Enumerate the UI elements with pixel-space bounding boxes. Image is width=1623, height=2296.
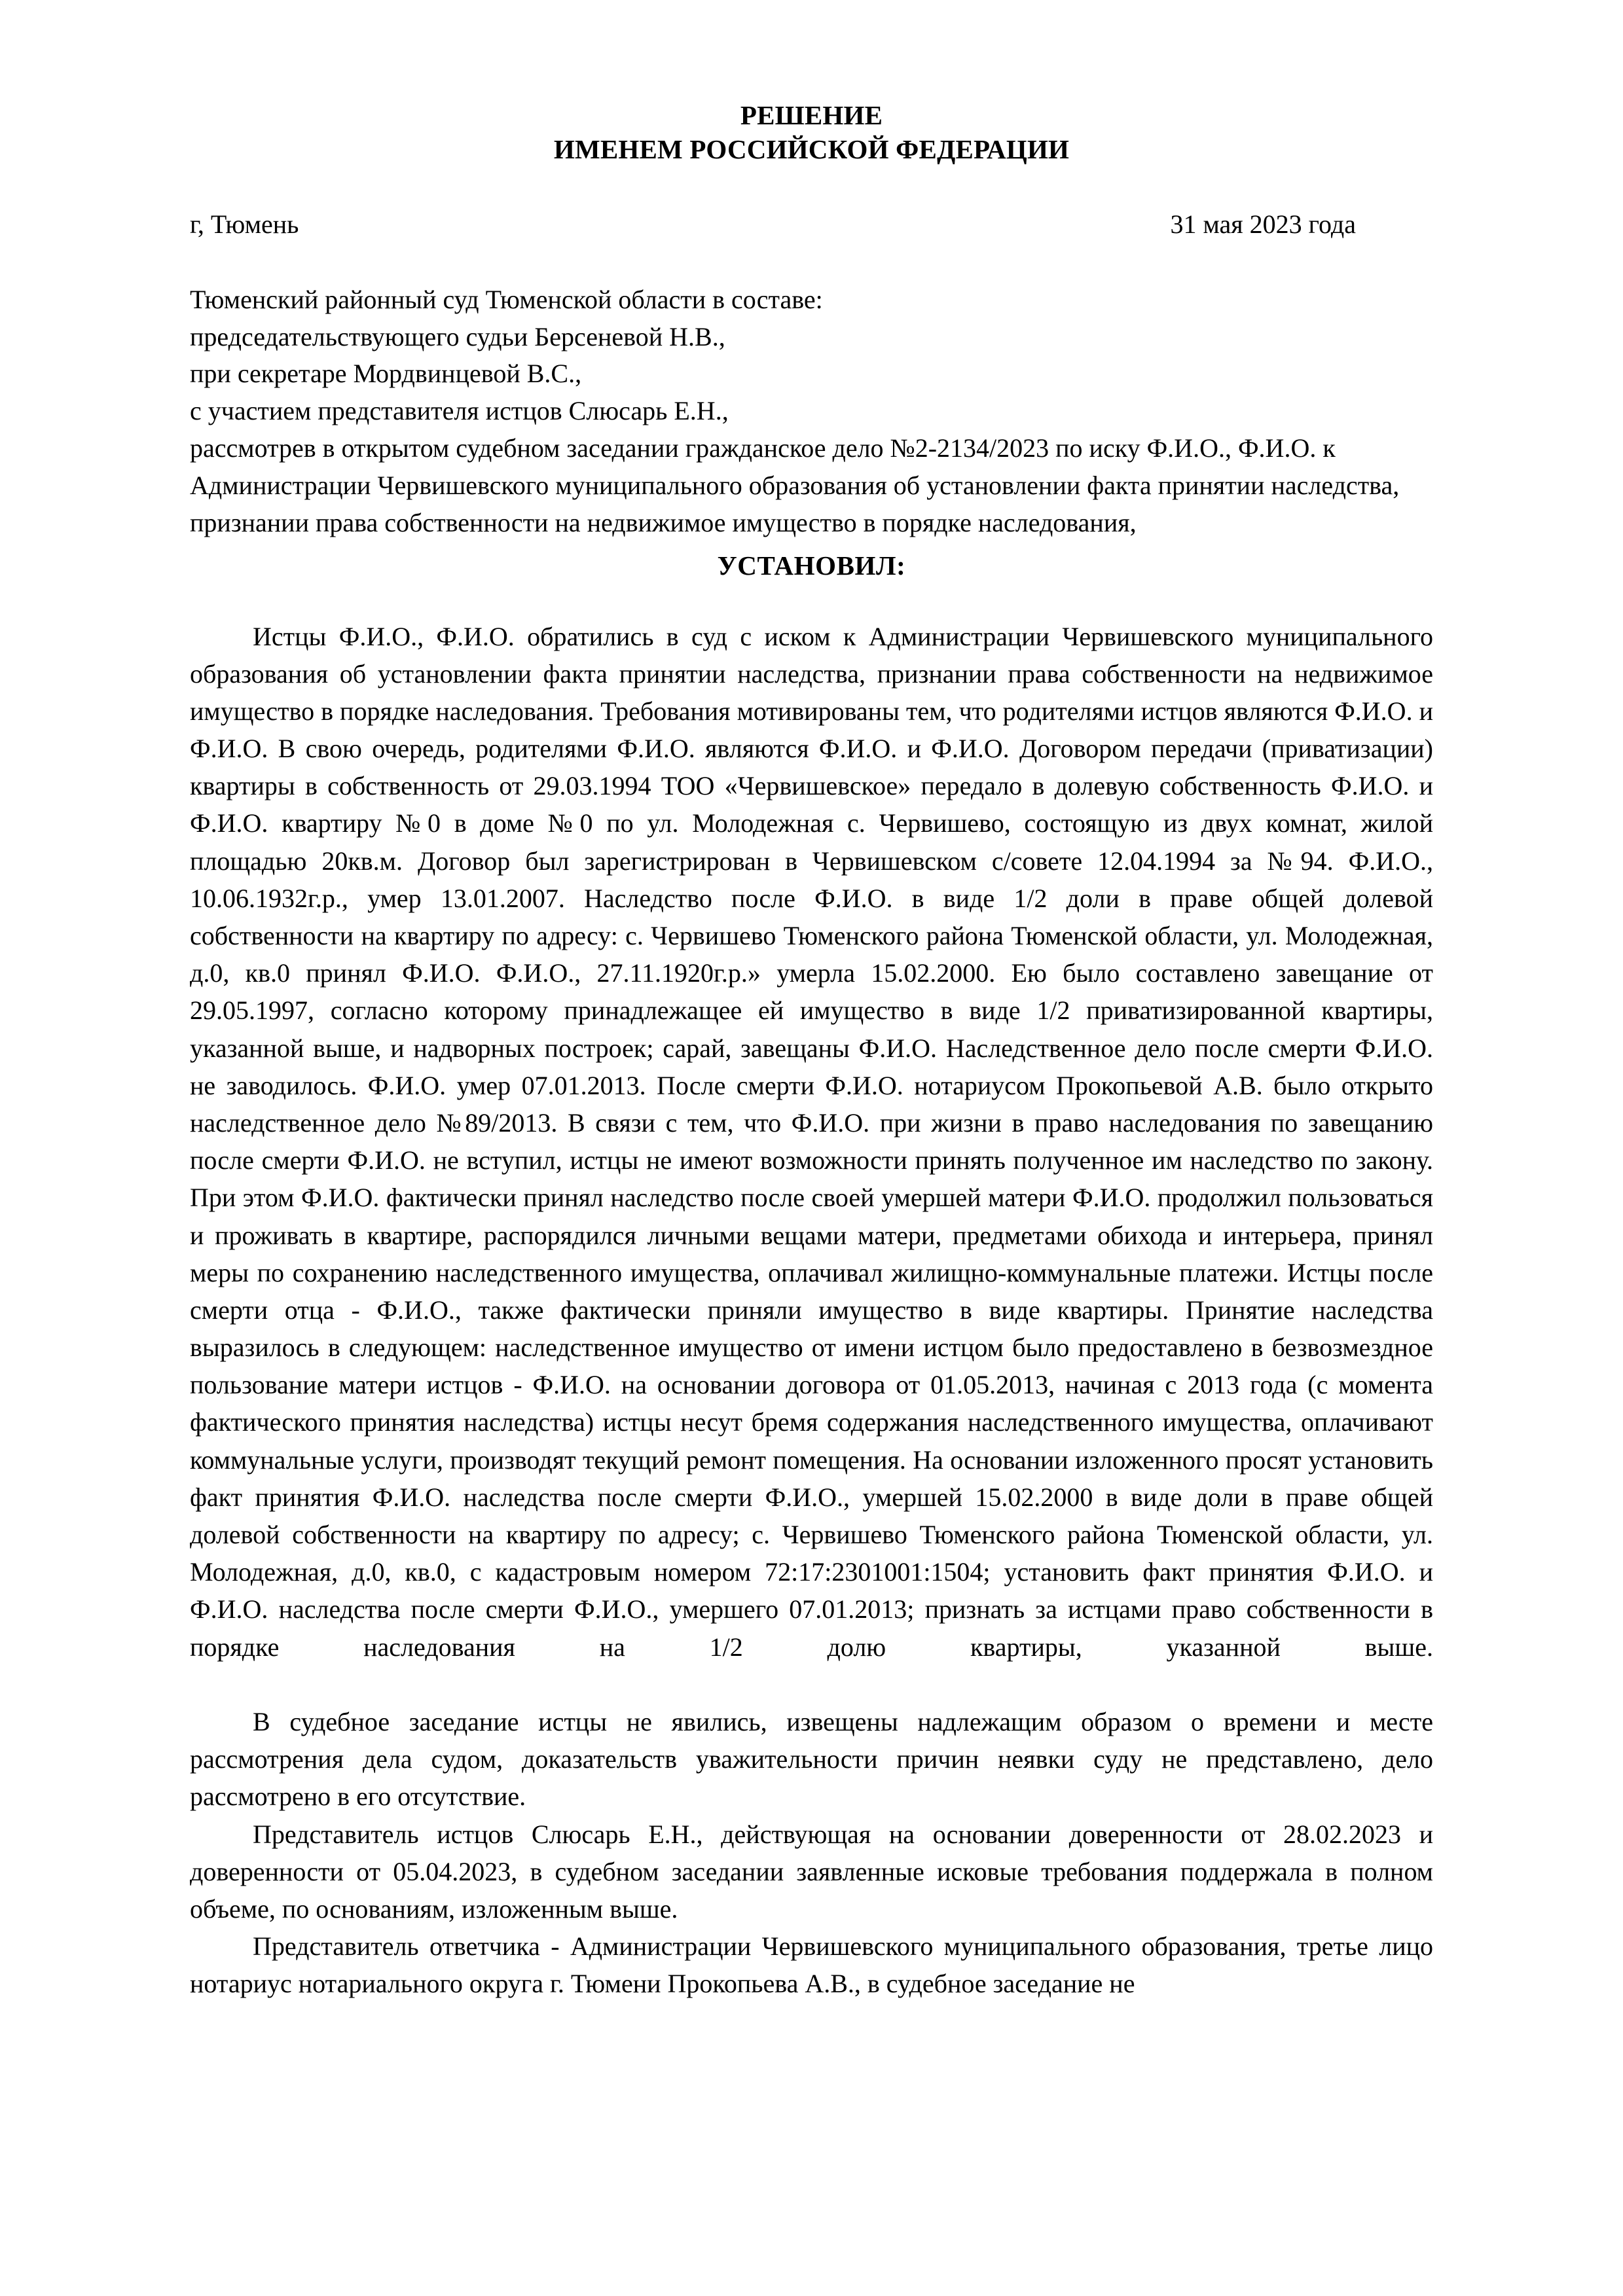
court-name-line: Тюменский районный суд Тюменской области в составе: [190, 284, 823, 314]
plaintiff-representative-line: с участием представителя истцов Слюсарь Е.Н., [190, 396, 729, 426]
document-body [190, 618, 1433, 2003]
case-description-line: рассмотрев в открытом судебном заседании гражданское дело №2-2134/2023 по иску Ф.И.О., Ф.И.О. к Администрации Червишевского муниципального образования об установлении факта принятии наследства, признании права собственности на недвижимое имущество в порядке наследования, [190, 433, 1400, 537]
body-paragraph-defendant-absent: Представитель ответчика - Администрации Червишевского муниципального образования, третье лицо нотариус нотариального округа г. Тюмени Прокопьева А.В., в судебное заседание не [190, 1931, 1433, 1999]
court-composition-block [190, 281, 1433, 542]
body-paragraph-representative-position: Представитель истцов Слюсарь Е.Н., действующая на основании доверенности от 28.02.2023 и доверенности от 05.04.2023, в судебном заседании заявленные исковые требования поддержала в полном объеме, по основаниям, изложенным выше. [190, 1819, 1433, 1924]
document-title-line-2: ИМЕНЕМ РОССИЙСКОЙ ФЕДЕРАЦИИ [553, 134, 1070, 165]
document-title-line-1: РЕШЕНИЕ [740, 100, 883, 130]
body-paragraph-claim-summary: Истцы Ф.И.О., Ф.И.О. обратились в суд с иском к Администрации Червишевского муниципального образования об установлении факта принятии наследства, признании права собственности на недвижимое имущество в порядке наследования. Требования мотивированы тем, что родителями истцов являются Ф.И.О. и Ф.И.О. В свою очередь, родителями Ф.И.О. являются Ф.И.О. и Ф.И.О. Договором передачи (приватизации) квартиры в собственность от 29.03.1994 ТОО «Червишевское» передало в долевую собственность Ф.И.О. и Ф.И.О. квартиру №0 в доме №0 по ул. Молодежная с. Червишево, состоящую из двух комнат, жилой площадью 20кв.м. Договор был зарегистрирован в Червишевском с/совете 12.04.1994 за №94. Ф.И.О., 10.06.1932г.р., умер 13.01.2007. Наследство после Ф.И.О. в виде 1/2 доли в праве общей долевой собственности на квартиру по адресу: с. Червишево Тюменского района Тюменской области, ул. Молодежная, д.0, кв.0 принял Ф.И.О. Ф.И.О., 27.11.1920г.р.» умерла 15.02.2000. Ею было составлено завещание от 29.05.1997, согласно которому принадлежащее ей имущество в виде 1/2 приватизированной квартиры, указанной выше, и надворных построек; сарай, завещаны Ф.И.О. Наследственное дело после смерти Ф.И.О. не заводилось. Ф.И.О. умер 07.01.2013. После смерти Ф.И.О. нотариусом Прокопьевой А.В. было открыто наследственное дело №89/2013. В связи с тем, что Ф.И.О. при жизни в право наследования по завещанию после смерти Ф.И.О. не вступил, истцы не имеют возможности принять полученное им наследство по закону. При этом Ф.И.О. фактически принял наследство после своей умершей матери Ф.И.О. продолжил пользоваться и проживать в квартире, распорядился личными вещами матери, предметами обихода и интерьера, принял меры по сохранению наследственного имущества, оплачивал жилищно-коммунальные платежи. Истцы после смерти отца - Ф.И.О., также фактически приняли имущество в виде квартиры. Принятие наследства выразилось в следующем: наследственное имущество от имени истцом было предоставлено в безвозмездное пользование матери истцов - Ф.И.О. на основании договора от 01.05.2013, начиная с 2013 года (с момента фактического принятия наследства) истцы несут бремя содержания наследственного имущества, оплачивают коммунальные услуги, производят текущий ремонт помещения. На основании изложенного просят установить факт принятия Ф.И.О. наследства после смерти Ф.И.О., умершей 15.02.2000 в виде доли в праве общей долевой собственности на квартиру по адресу; с. Червишево Тюменского района Тюменской области, ул. Молодежная, д.0, кв.0, с кадастровым номером 72:17:2301001:1504; установить факт принятия Ф.И.О. и Ф.И.О. наследства после смерти Ф.И.О., умершего 07.01.2013; признать за истцами право собственности в порядке наследования на 1/2 долю квартиры, указанной выше. [190, 621, 1433, 1662]
secretary-line: при секретаре Мордвинцевой В.С., [190, 359, 582, 389]
presiding-judge-line: председательствующего судьи Берсеневой Н.В., [190, 321, 725, 351]
decision-date: 31 мая 2023 года [1170, 209, 1356, 239]
document-title [190, 98, 1433, 167]
city-label: г, Тюмень [190, 209, 299, 239]
section-heading-ustanovil: УСТАНОВИЛ: [717, 550, 906, 581]
body-paragraph-plaintiffs-absent: В судебное заседание истцы не явились, извещены надлежащим образом о времени и месте рассмотрения дела судом, доказательств уважительности причин неявки суду не представлено, дело рассмотрено в его отсутствие. [190, 1706, 1433, 1812]
document-meta-row [190, 206, 1433, 243]
